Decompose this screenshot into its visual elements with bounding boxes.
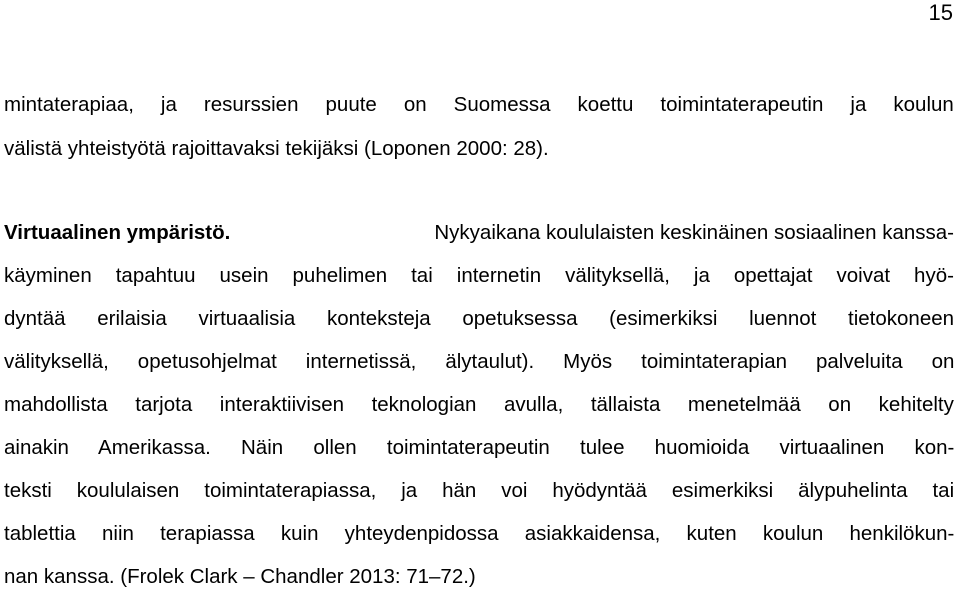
paragraph-line: mahdollista tarjota interaktiivisen teknologian avulla, tällaista menetelmää on kehitelty: [4, 393, 954, 416]
page-number: 15: [928, 0, 953, 25]
paragraph-line: tablettia niin terapiassa kuin yhteydenpidossa asiakkaidensa, kuten koulun henkilökun-: [4, 522, 955, 545]
paragraph-line: nan kanssa. (Frolek Clark – Chandler 2013: 71–72.): [4, 565, 476, 588]
paragraph-first-line: [4, 221, 954, 245]
paragraph-line: dyntää erilaisia virtuaalisia konteksteja opetuksessa (esimerkiksi luennot tietokoneen: [4, 307, 955, 330]
paragraph-line: välityksellä, opetusohjelmat internetissä, älytaulut). Myös toimintaterapian palveluita on: [4, 350, 955, 373]
paragraph-line: välistä yhteistyötä rajoittavaksi tekijäksi (Loponen 2000: 28).: [4, 137, 549, 160]
paragraph-line: ainakin Amerikassa. Näin ollen toimintaterapeutin tulee huomioida virtuaalinen kon-: [4, 436, 955, 459]
paragraph-first-line-text: Nykyaikana koululaisten keskinäinen sosiaalinen kanssa-: [434, 221, 954, 244]
paragraph-line: mintaterapiaa, ja resurssien puute on Suomessa koettu toimintaterapeutin ja koulun: [4, 93, 954, 116]
paragraph-line: käyminen tapahtuu usein puhelimen tai internetin välityksellä, ja opettajat voivat hyö-: [4, 264, 954, 287]
section-heading: Virtuaalinen ympäristö.: [4, 221, 231, 244]
paragraph-line: teksti koululaisen toimintaterapiassa, ja hän voi hyödyntää esimerkiksi älypuhelinta tai: [4, 479, 955, 502]
